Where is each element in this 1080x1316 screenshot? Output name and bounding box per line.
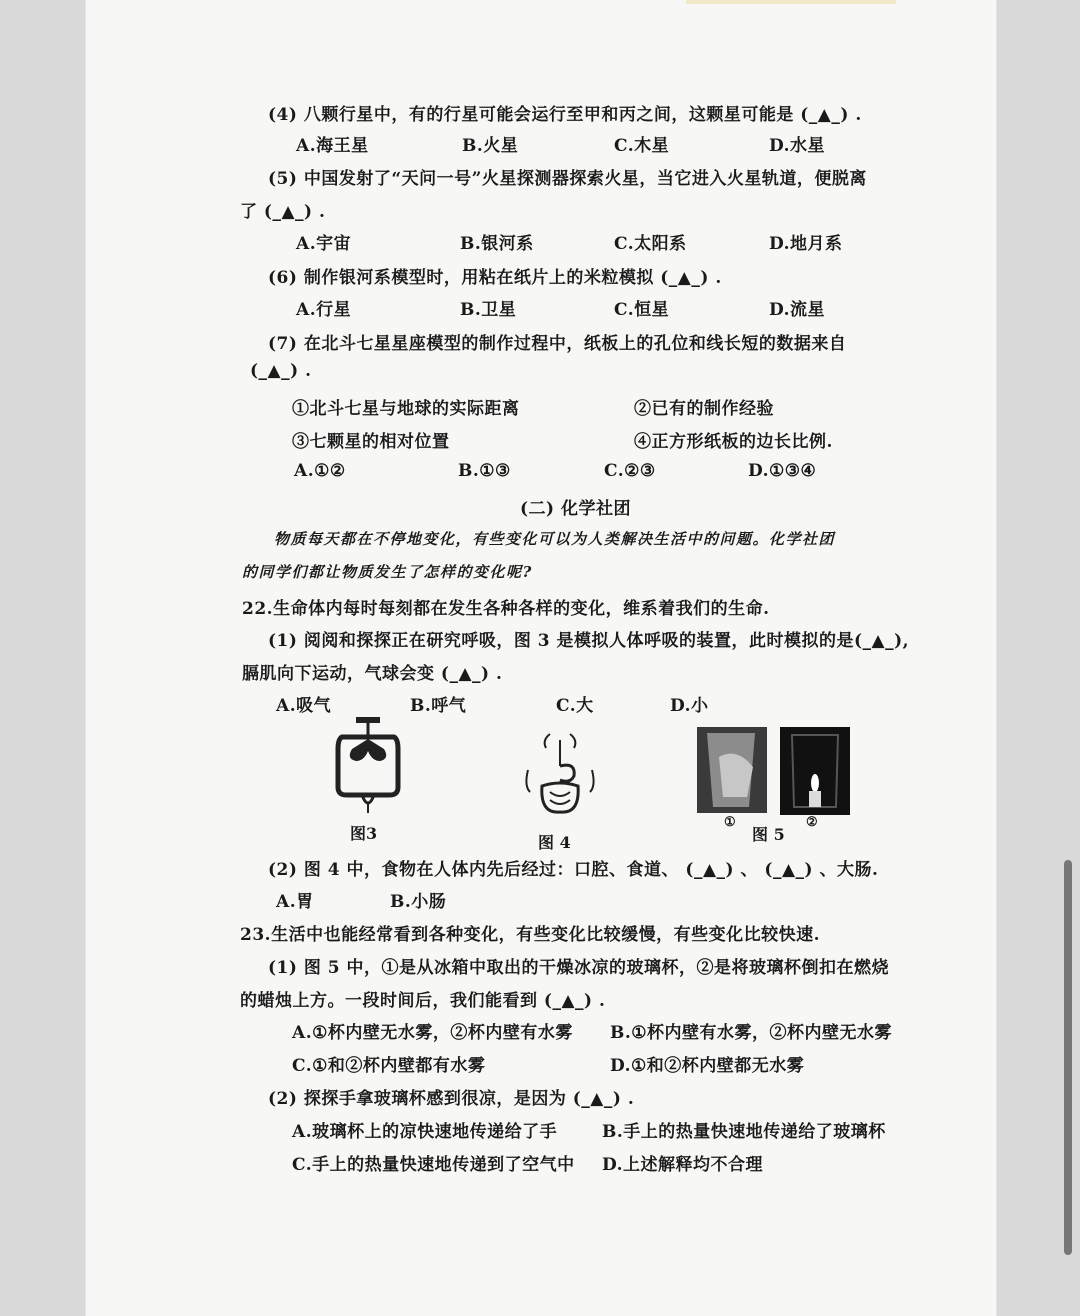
q5-option-d: D.地月系	[769, 234, 843, 254]
q4-option-d: D.水星	[769, 136, 826, 156]
q5-option-b: B.银河系	[460, 234, 534, 254]
q22-part2-option-b: B.小肠	[390, 892, 447, 912]
q6-stem: (6) 制作银河系模型时，用粘在纸片上的米粒模拟 (_▲_) .	[268, 268, 722, 288]
q6-option-b: B.卫星	[460, 300, 517, 320]
q5-stem-line1: (5) 中国发射了“天问一号”火星探测器探索火星，当它进入火星轨道，便脱离	[268, 169, 867, 189]
q23-stem: 23.生活中也能经常看到各种变化，有些变化比较缓慢，有些变化比较快速.	[240, 925, 820, 945]
q7-option-d: D.①③④	[748, 461, 817, 481]
q23-part1-option-a: A.①杯内壁无水雾，②杯内壁有水雾	[292, 1023, 573, 1043]
q23-part1-option-d: D.①和②杯内壁都无水雾	[610, 1056, 805, 1076]
figure-3-breathing-model	[328, 715, 408, 815]
q23-part1-line2: 的蜡烛上方。一段时间后，我们能看到 (_▲_) .	[240, 991, 606, 1011]
q22-stem: 22.生命体内每时每刻都在发生各种各样的变化，维系着我们的生命.	[242, 599, 770, 619]
q7-stem-line2: (_▲_) .	[250, 361, 312, 381]
q7-option-c: C.②③	[604, 461, 656, 481]
q23-part2-option-a: A.玻璃杯上的凉快速地传递给了手	[292, 1122, 558, 1142]
q4-option-a: A.海王星	[296, 136, 369, 156]
q4-option-b: B.火星	[462, 136, 519, 156]
figure-5-marker-1: ①	[724, 815, 736, 830]
q5-option-c: C.太阳系	[614, 234, 687, 254]
figure-4-caption: 图 4	[538, 833, 571, 852]
q22-part2: (2) 图 4 中，食物在人体内先后经过：口腔、食道、 (_▲_) 、 (_▲_) 、大肠.	[268, 860, 879, 880]
q22-part2-option-a: A.胃	[276, 892, 314, 912]
q6-option-c: C.恒星	[614, 300, 670, 320]
q22-option-d: D.小	[670, 696, 709, 716]
q22-part1-line1: (1) 阅阅和探探正在研究呼吸，图 3 是模拟人体呼吸的装置，此时模拟的是(_▲_),	[268, 631, 910, 651]
figure-5-marker-2: ②	[806, 815, 818, 830]
vertical-scrollbar[interactable]	[1064, 860, 1072, 1255]
q5-stem-line2: 了 (_▲_) .	[240, 202, 326, 222]
q22-part1-line2: 膈肌向下运动，气球会变 (_▲_) .	[242, 664, 503, 684]
top-edge-strip	[686, 0, 896, 4]
q7-stem-line1: (7) 在北斗七星星座模型的制作过程中，纸板上的孔位和线长短的数据来自	[268, 334, 847, 354]
q7-item-3: ③七颗星的相对位置	[292, 432, 450, 452]
q7-option-a: A.①②	[294, 461, 346, 481]
q23-part2-option-b: B.手上的热量快速地传递给了玻璃杯	[602, 1122, 886, 1142]
figure-3-caption: 图3	[350, 824, 378, 843]
q7-option-b: B.①③	[458, 461, 511, 481]
q23-part2-option-c: C.手上的热量快速地传递到了空气中	[292, 1155, 575, 1175]
figure-4-digestive-system	[520, 730, 600, 820]
q23-part2-option-d: D.上述解释均不合理	[602, 1155, 764, 1175]
q23-part2: (2) 探探手拿玻璃杯感到很凉，是因为 (_▲_) .	[268, 1089, 635, 1109]
section-intro-line2: 的同学们都让物质发生了怎样的变化呢?	[242, 563, 533, 581]
figure-5-caption: 图 5	[752, 825, 785, 844]
q23-part1-line1: (1) 图 5 中，①是从冰箱中取出的干燥冰凉的玻璃杯，②是将玻璃杯倒扣在燃烧	[268, 958, 889, 978]
q7-item-2: ②已有的制作经验	[634, 399, 774, 419]
figure-5-photo-2-candle	[780, 727, 850, 815]
section-title: (二) 化学社团	[520, 499, 632, 519]
q7-item-1: ①北斗七星与地球的实际距离	[292, 399, 520, 419]
q23-part1-option-c: C.①和②杯内壁都有水雾	[292, 1056, 486, 1076]
q7-item-4: ④正方形纸板的边长比例.	[634, 432, 833, 452]
section-intro-line1: 物质每天都在不停地变化，有些变化可以为人类解决生活中的问题。化学社团	[274, 530, 836, 548]
q22-option-c: C.大	[556, 696, 594, 716]
q6-option-d: D.流星	[769, 300, 826, 320]
q6-option-a: A.行星	[296, 300, 352, 320]
q4-stem: (4) 八颗行星中，有的行星可能会运行至甲和丙之间，这颗星可能是 (_▲_) .	[268, 105, 862, 125]
q23-part1-option-b: B.①杯内壁有水雾，②杯内壁无水雾	[610, 1023, 893, 1043]
q5-option-a: A.宇宙	[296, 234, 352, 254]
figure-5-photo-1-cold-glass	[697, 727, 767, 813]
q22-option-b: B.呼气	[410, 696, 467, 716]
q22-option-a: A.吸气	[276, 696, 332, 716]
q4-option-c: C.木星	[614, 136, 670, 156]
